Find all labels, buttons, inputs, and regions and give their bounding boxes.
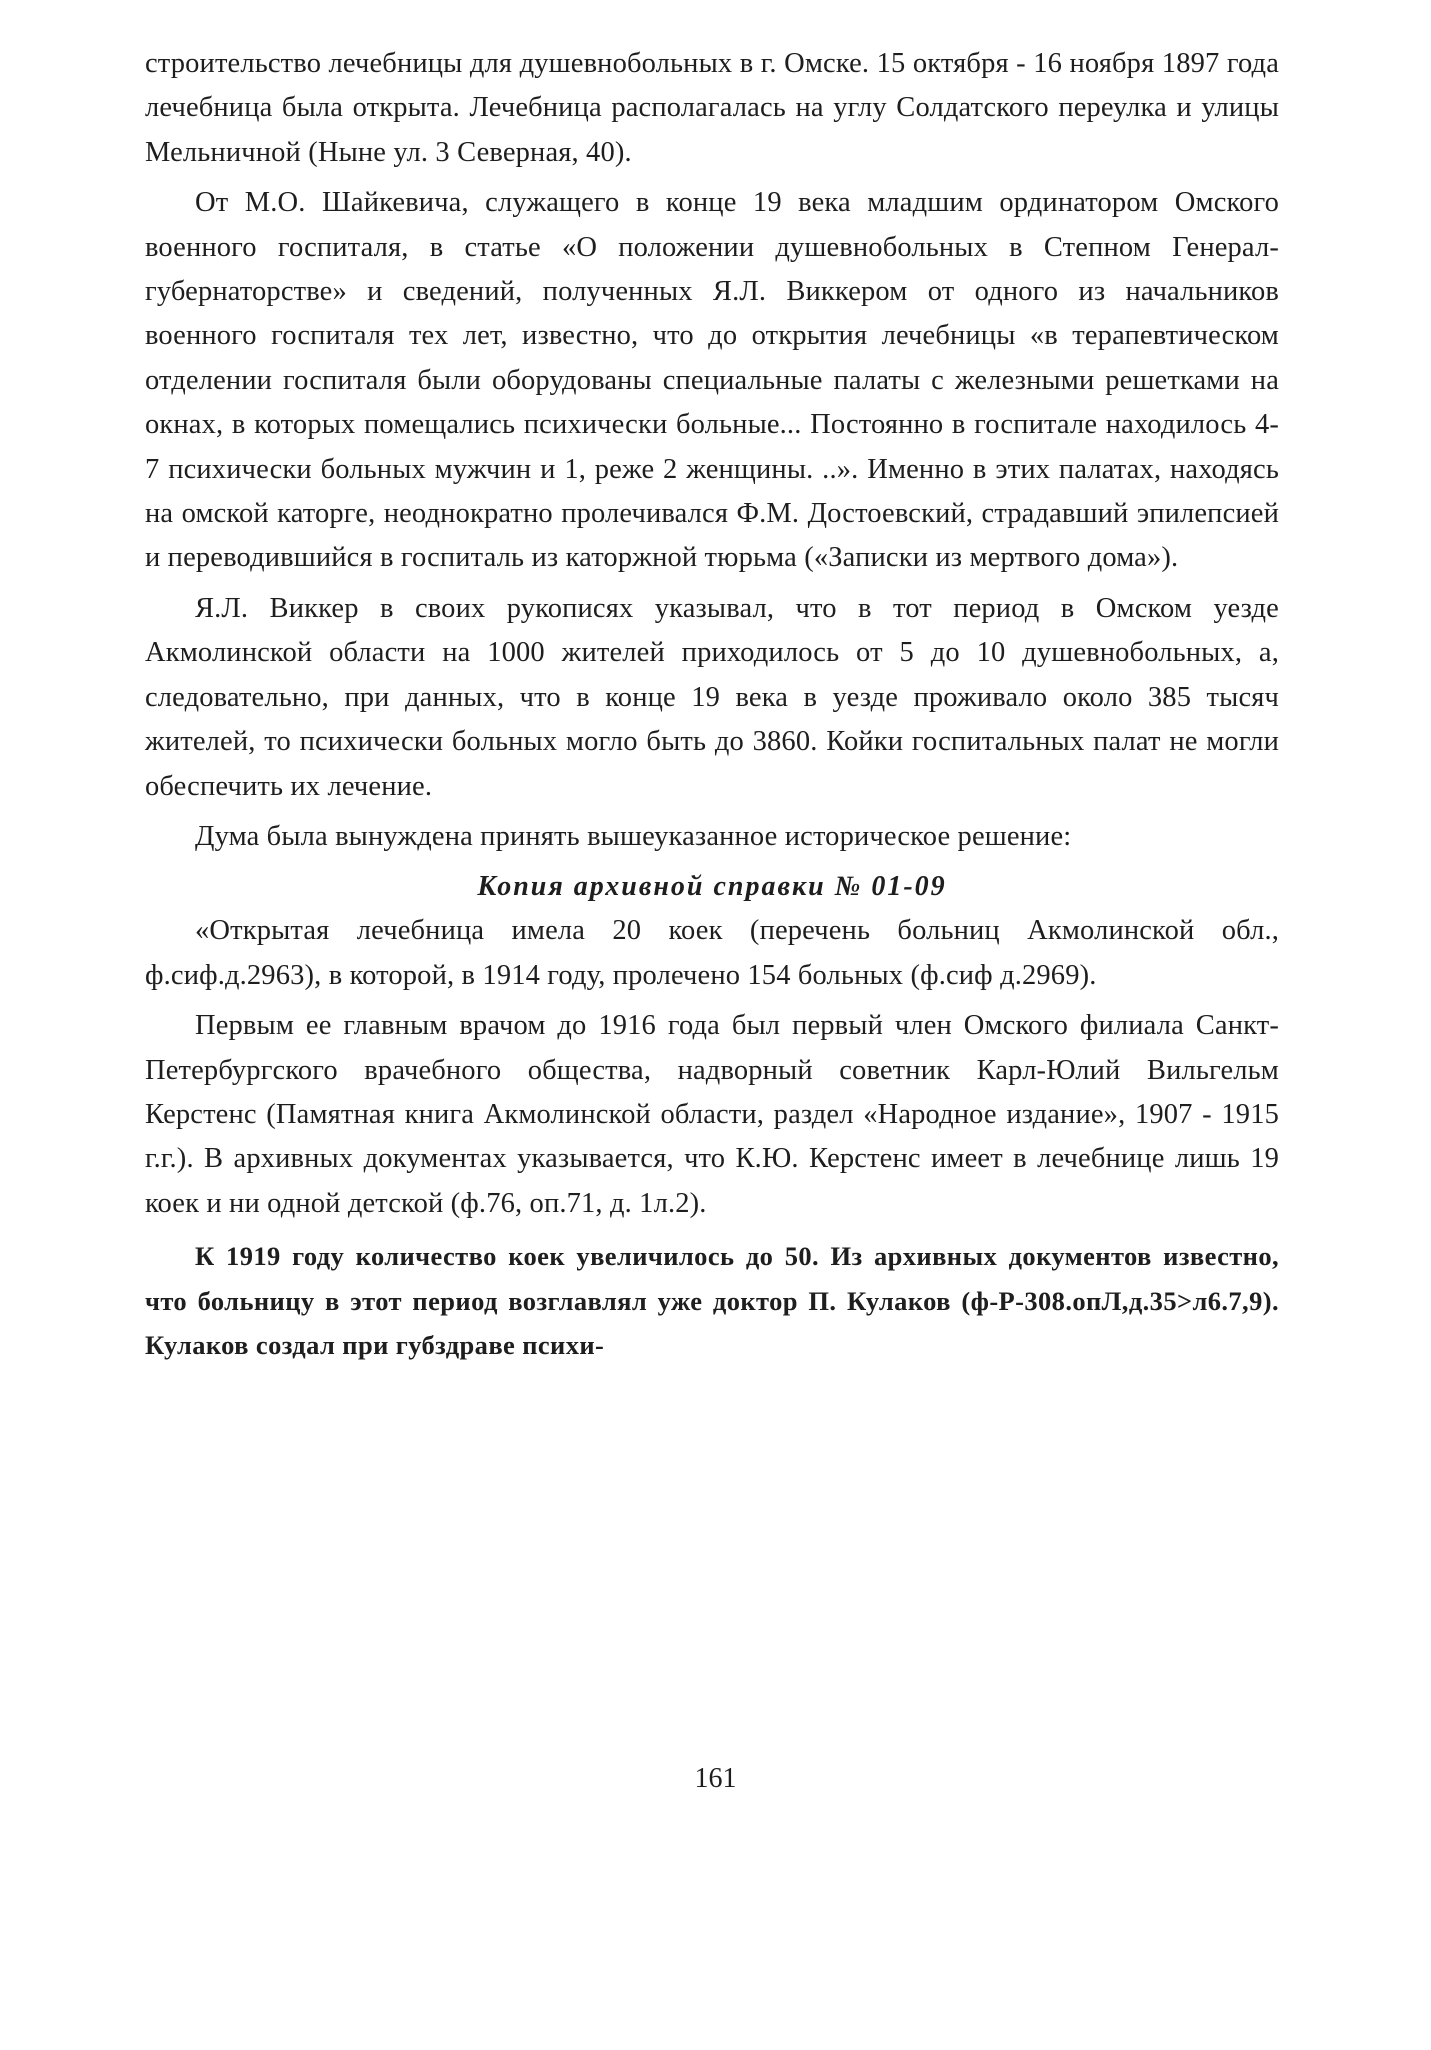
page-number: 161	[694, 1763, 737, 1794]
paragraph-3: Я.Л. Виккер в своих рукописях указывал, что в тот период в Омском уезде Акмолинской области на 1000 жителей приходилось от 5 до 10 душевнобольных, а, следовательно, при данных, что в конце 19 века в уезде проживало около 385 тысяч жителей, то психически больных могло быть до 3860. Койки госпитальных палат не могли обеспечить их лечение.	[145, 592, 1279, 802]
page-body	[145, 42, 1279, 1367]
paragraph-7: К 1919 году количество коек увеличилось до 50. Из архивных документов известно, что больницу в этот период возглавлял уже доктор П. Кулаков (ф-Р-308.опЛ,д.35>л6.7,9). Кулаков создал при губздраве психи-	[145, 1241, 1279, 1360]
paragraph-1: строительство лечебницы для душевнобольных в г. Омске. 15 октября - 16 ноября 1897 года лечебница была открыта. Лечебница располагалась на углу Солдатского переулка и улицы Мельничной (Ныне ул. 3 Северная, 40).	[145, 48, 1279, 168]
paragraph-4: Дума была вынуждена принять вышеуказанное историческое решение:	[195, 820, 1072, 852]
paragraph-6: Первым ее главным врачом до 1916 года был первый член Омского филиала Санкт-Петербургского врачебного общества, надворный советник Карл-Юлий Вильгельм Керстенс (Памятная книга Акмолинской области, раздел «Народное издание», 1907 - 1915 г.г.). В архивных документах указывается, что К.Ю. Керстенс имеет в лечебнице лишь 19 коек и ни одной детской (ф.76, оп.71, д. 1л.2).	[145, 1010, 1279, 1219]
paragraph-5: «Открытая лечебница имела 20 коек (перечень больниц Акмолинской обл., ф.сиф.д.2963), в которой, в 1914 году, пролечено 154 больных (ф.сиф д.2969).	[145, 915, 1279, 991]
archive-reference-heading: Копия архивной справки № 01-09	[477, 871, 947, 903]
paragraph-2: От М.О. Шайкевича, служащего в конце 19 века младшим ординатором Омского военного госпиталя, в статье «О положении душевнобольных в Степном Генерал-губернаторстве» и сведений, полученных Я.Л. Виккером от одного из начальников военного госпиталя тех лет, известно, что до открытия лечебницы «в терапевтическом отделении госпиталя были оборудованы специальные палаты с железными решетками на окнах, в которых помещались психически больные... Постоянно в госпитале находилось 4-7 психически больных мужчин и 1, реже 2 женщины. ..». Именно в этих палатах, находясь на омской каторге, неоднократно пролечивался Ф.М. Достоевский, страдавший эпилепсией и переводившийся в госпиталь из каторжной тюрьма («Записки из мертвого дома»).	[145, 187, 1279, 574]
